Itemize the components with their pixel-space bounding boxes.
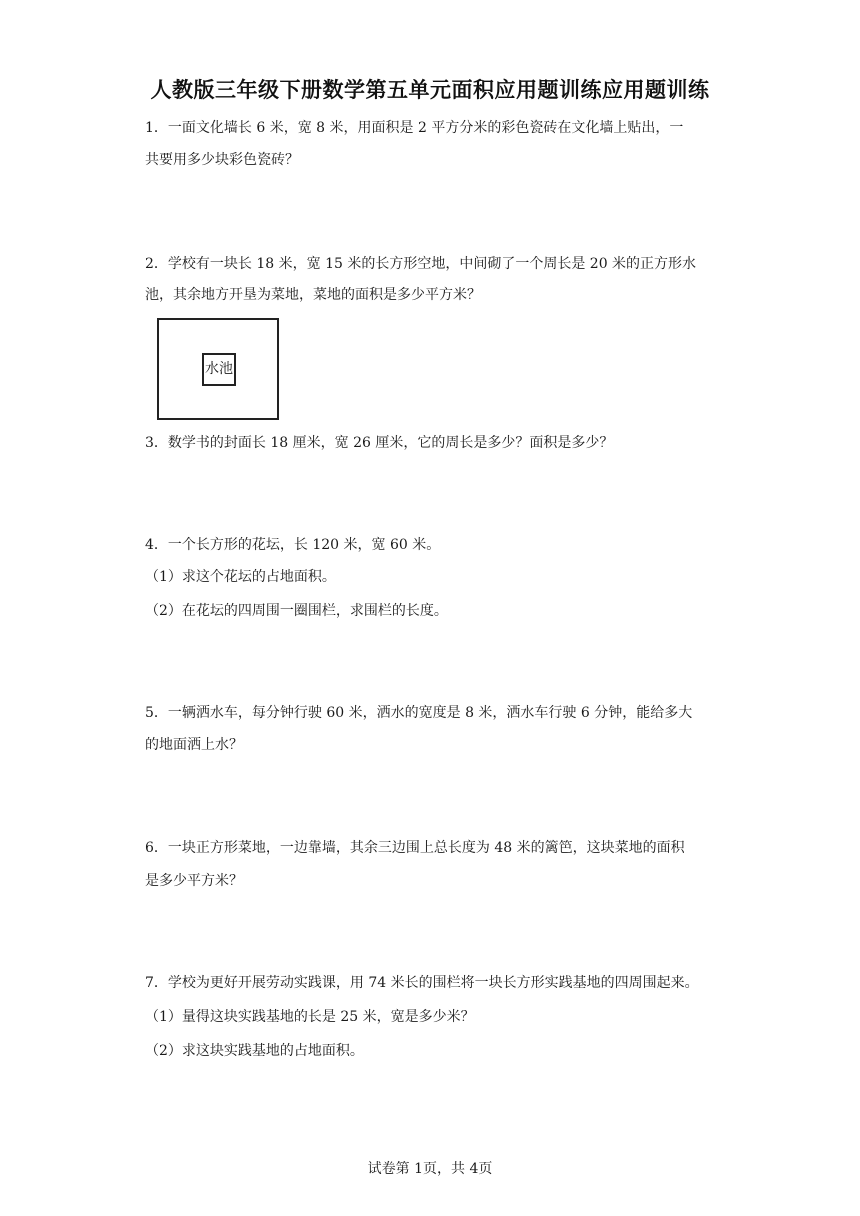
question-4-sub-2: （2）在花坛的四周围一圈围栏，求围栏的长度。	[145, 603, 448, 619]
question-2-line-1: 2．学校有一块长 18 米，宽 15 米的长方形空地，中间砌了一个周长是 20 米的正方形水	[145, 256, 697, 272]
question-7-line-1: 7．学校为更好开展劳动实践课，用 74 米长的围栏将一块长方形实践基地的四周围起来。	[145, 975, 699, 991]
question-5-line-1: 5．一辆洒水车，每分钟行驶 60 米，洒水的宽度是 8 米，洒水车行驶 6 分钟，能给多大	[145, 705, 693, 721]
question-2-line-2: 池，其余地方开垦为菜地，菜地的面积是多少平方米？	[145, 287, 481, 303]
question-1-line-1: 1．一面文化墙长 6 米，宽 8 米，用面积是 2 平方分米的彩色瓷砖在文化墙上贴出，一	[145, 120, 684, 136]
question-6-line-1: 6．一块正方形菜地，一边靠墙，其余三边围上总长度为 48 米的篱笆，这块菜地的面积	[145, 840, 685, 856]
page-title: 人教版三年级下册数学第五单元面积应用题训练应用题训练	[150, 78, 710, 102]
question-7-sub-2: （2）求这块实践基地的占地面积。	[145, 1043, 364, 1059]
question-6-line-2: 是多少平方米？	[145, 873, 243, 889]
pool-square: 水池	[202, 353, 236, 386]
field-diagram	[157, 318, 279, 420]
question-4-line-1: 4．一个长方形的花坛，长 120 米，宽 60 米。	[145, 537, 441, 553]
question-3-line-1: 3．数学书的封面长 18 厘米，宽 26 厘米，它的周长是多少？面积是多少？	[145, 435, 614, 451]
question-1-line-2: 共要用多少块彩色瓷砖？	[145, 152, 299, 168]
question-7-sub-1: （1）量得这块实践基地的长是 25 米，宽是多少米？	[145, 1009, 475, 1025]
question-4-sub-1: （1）求这个花坛的占地面积。	[145, 569, 336, 585]
page-footer: 试卷第 1页，共 4页	[367, 1161, 493, 1177]
question-5-line-2: 的地面洒上水？	[145, 737, 243, 753]
